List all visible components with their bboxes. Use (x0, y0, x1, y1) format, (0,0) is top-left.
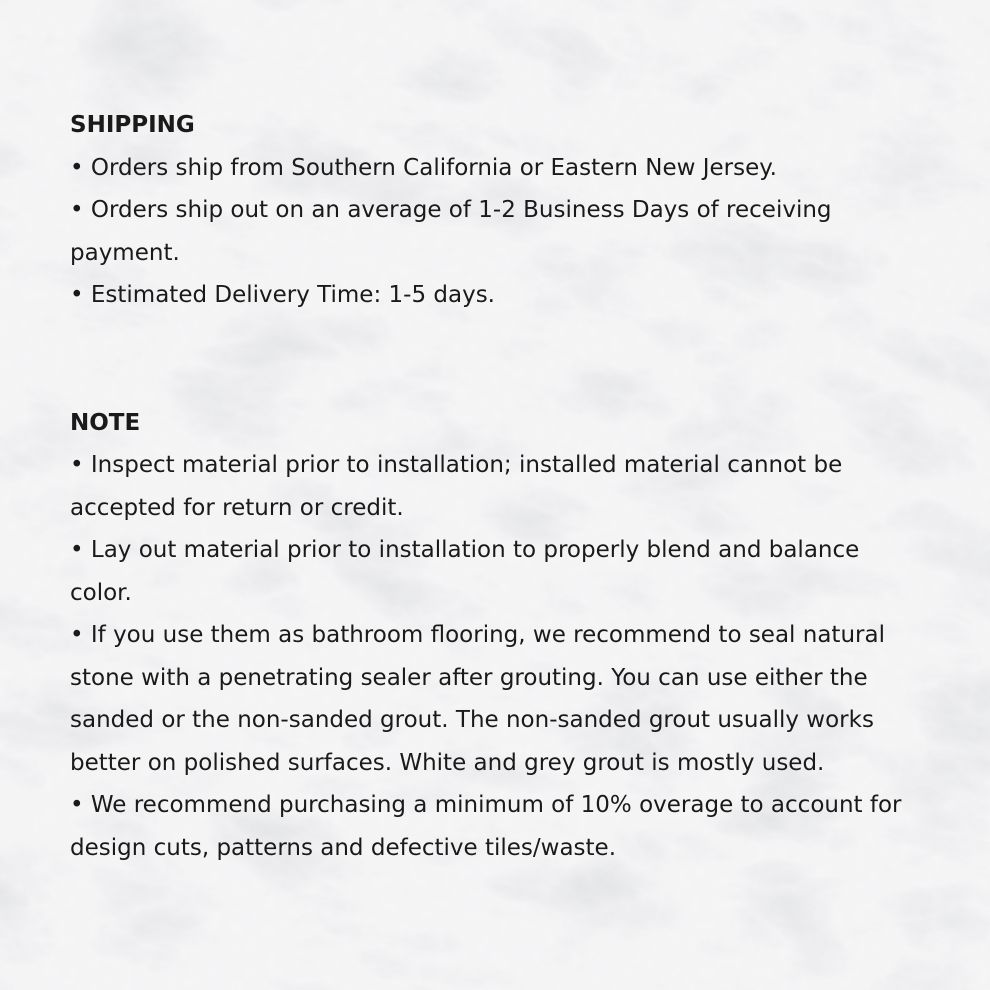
shipping-heading: SHIPPING (70, 112, 195, 138)
note-bullet-inspect: • Inspect material prior to installation; installed material cannot be (70, 452, 843, 478)
shipping-bullet-turnaround: • Orders ship out on an average of 1-2 Business Days of receiving (70, 197, 832, 223)
shipping-bullet-origin: • Orders ship from Southern California or Eastern New Jersey. (70, 154, 777, 181)
section-note (70, 402, 902, 870)
note-heading: NOTE (70, 409, 141, 436)
shipping-bullet-turnaround-cont: payment. (70, 239, 180, 266)
note-bullet-sealer-cont-1: stone with a penetrating sealer after grouting. You can use either the (70, 664, 868, 691)
note-bullet-sealer-cont-3: better on polished surfaces. White and grey grout is mostly used. (70, 749, 825, 776)
note-bullet-sealer-cont-2: sanded or the non-sanded grout. The non-sanded grout usually works (70, 707, 874, 733)
note-bullet-overage: • We recommend purchasing a minimum of 10% overage to account for (70, 792, 902, 818)
shipping-bullet-delivery-time: • Estimated Delivery Time: 1-5 days. (70, 282, 495, 308)
note-bullet-sealer: • If you use them as bathroom flooring, we recommend to seal natural (70, 622, 885, 648)
section-shipping (70, 104, 902, 317)
note-bullet-overage-cont: design cuts, patterns and defective tiles/waste. (70, 834, 617, 861)
info-text-block (70, 104, 902, 869)
note-bullet-layout: • Lay out material prior to installation to properly blend and balance (70, 537, 860, 563)
note-bullet-inspect-cont: accepted for return or credit. (70, 494, 404, 521)
note-bullet-layout-cont: color. (70, 579, 132, 606)
